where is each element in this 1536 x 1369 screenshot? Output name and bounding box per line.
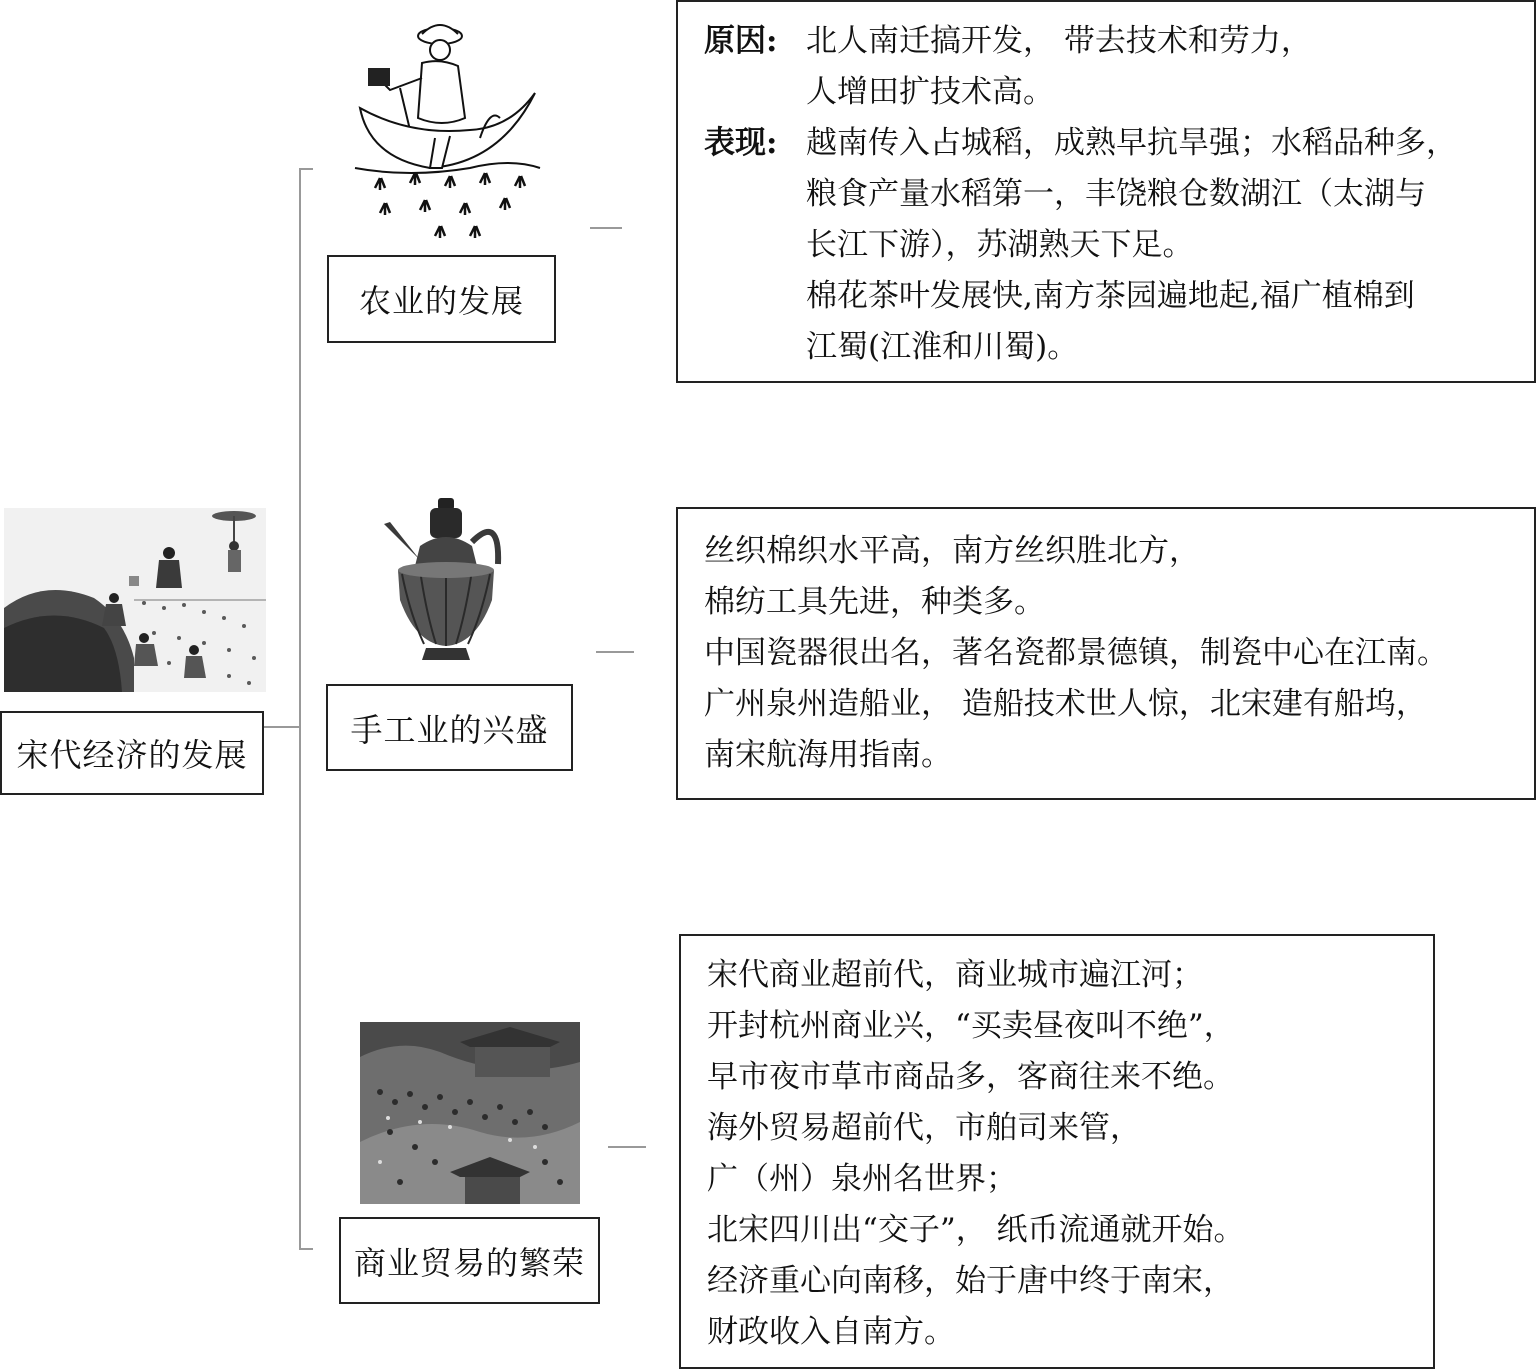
branch-3-connector bbox=[608, 1146, 646, 1148]
root-topic: 宋代经济的发展 bbox=[0, 711, 264, 795]
city-market-painting-image bbox=[360, 1022, 580, 1204]
handicraft-line-5: 南宋航海用指南。 bbox=[704, 737, 952, 773]
bracket-bottom-tick bbox=[299, 1248, 313, 1250]
branch-1-connector bbox=[590, 227, 622, 229]
bracket-top-tick bbox=[299, 168, 313, 170]
handicraft-line-1: 丝织棉织水平高，南方丝织胜北方， bbox=[704, 533, 1200, 569]
agri-row-1-text: 北人南迁搞开发， 带去技术和劳力， bbox=[806, 23, 1312, 59]
branch-commerce: 商业贸易的繁荣 bbox=[339, 1217, 600, 1304]
branch-2-connector bbox=[596, 651, 634, 653]
farmer-rice-boat-image bbox=[350, 18, 550, 242]
agri-row-5 bbox=[704, 220, 1534, 271]
handicraft-line-3: 中国瓷器很出名，著名瓷都景德镇，制瓷中心在江南。 bbox=[704, 635, 1448, 671]
commerce-line-1: 宋代商业超前代，商业城市遍江河； bbox=[707, 957, 1203, 993]
agri-row-2 bbox=[704, 67, 1534, 118]
agri-row-7-text: 江蜀(江淮和川蜀)。 bbox=[806, 329, 1079, 365]
agri-row-1-head: 原因: bbox=[704, 23, 778, 59]
handicraft-details-box bbox=[676, 507, 1536, 800]
handicraft-line-4: 广州泉州造船业， 造船技术世人惊，北宋建有船坞， bbox=[704, 686, 1427, 722]
agri-row-7 bbox=[704, 322, 1534, 373]
commerce-line-6: 北宋四川出“交子”， 纸币流通就开始。 bbox=[707, 1212, 1245, 1248]
agri-row-2-text: 人增田扩技术高。 bbox=[806, 74, 1054, 110]
commerce-line-5: 广（州）泉州名世界； bbox=[707, 1161, 1017, 1197]
branch-agriculture: 农业的发展 bbox=[327, 255, 556, 343]
main-bracket-line bbox=[299, 168, 301, 1250]
commerce-line-4: 海外贸易超前代，市舶司来管， bbox=[707, 1110, 1141, 1146]
agri-row-4 bbox=[704, 169, 1534, 220]
agri-row-3-head: 表现: bbox=[704, 125, 778, 161]
agri-row-6-text: 棉花茶叶发展快,南方茶园遍地起,福广植棉到 bbox=[806, 278, 1415, 314]
branch-handicraft: 手工业的兴盛 bbox=[326, 684, 573, 771]
agri-row-4-text: 粮食产量水稻第一，丰饶粮仓数湖江（太湖与 bbox=[806, 176, 1426, 212]
farming-scene-image bbox=[4, 508, 266, 692]
agri-row-3 bbox=[704, 118, 1534, 169]
commerce-line-3: 早市夜市草市商品多，客商往来不绝。 bbox=[707, 1059, 1234, 1095]
agri-row-1 bbox=[704, 16, 1534, 67]
commerce-line-2: 开封杭州商业兴，“买卖昼夜叫不绝”， bbox=[707, 1008, 1235, 1044]
root-connector bbox=[263, 726, 301, 728]
agri-row-5-text: 长江下游），苏湖熟天下足。 bbox=[806, 227, 1194, 263]
agri-row-3-text: 越南传入占城稻，成熟早抗旱强；水稻品种多， bbox=[806, 125, 1457, 161]
agriculture-details-box bbox=[676, 0, 1536, 383]
agri-row-6 bbox=[704, 271, 1534, 322]
porcelain-ewer-image bbox=[380, 494, 520, 664]
handicraft-line-2: 棉纺工具先进，种类多。 bbox=[704, 584, 1045, 620]
commerce-details-box bbox=[679, 934, 1435, 1369]
commerce-line-8: 财政收入自南方。 bbox=[707, 1314, 955, 1350]
commerce-line-7: 经济重心向南移，始于唐中终于南宋， bbox=[707, 1263, 1234, 1299]
